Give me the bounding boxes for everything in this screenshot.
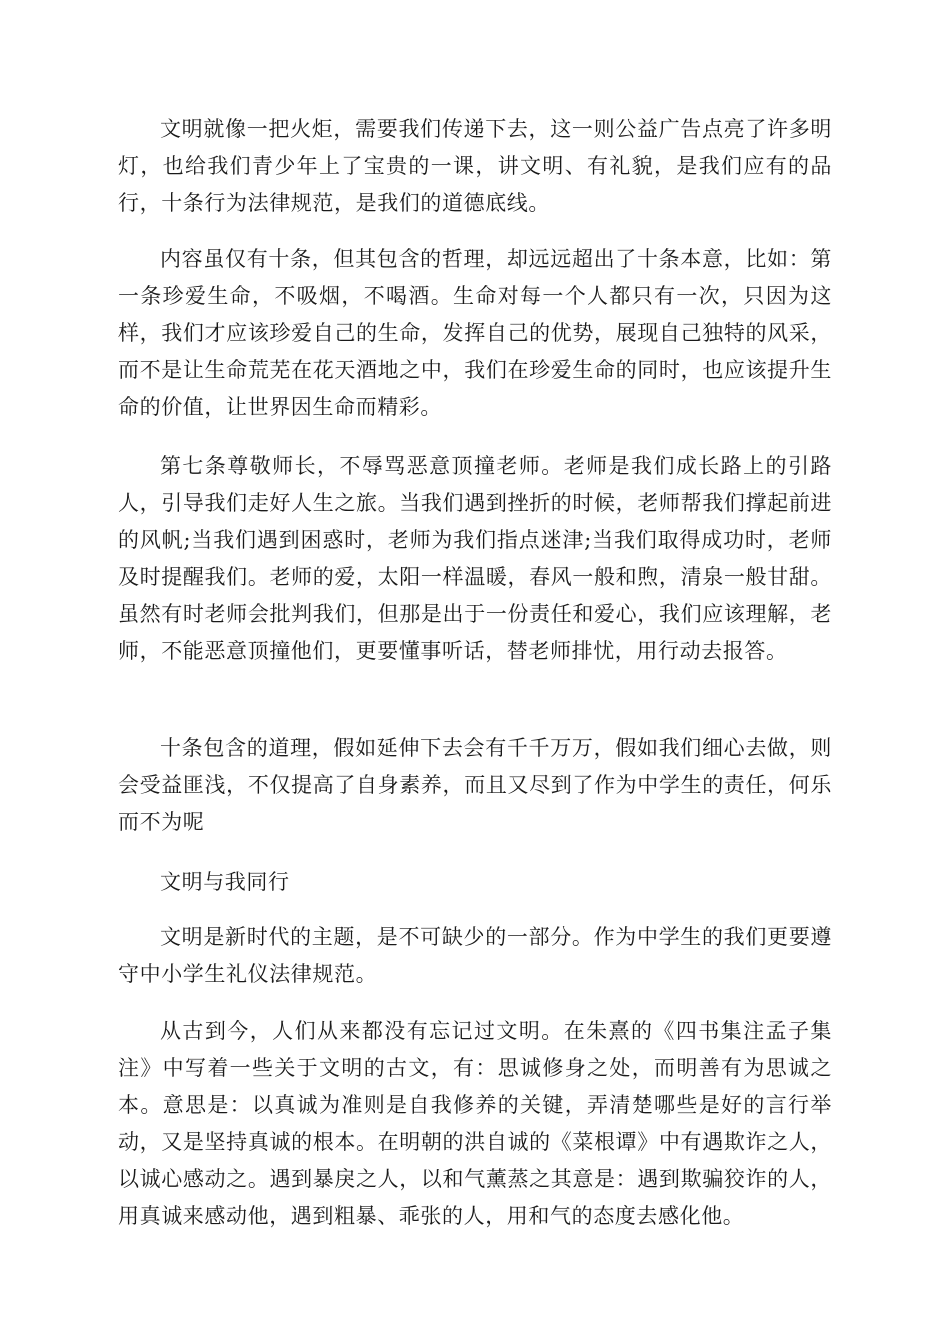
section-heading: 文明与我同行 bbox=[160, 870, 290, 894]
paragraph-cherish-life: 内容虽仅有十条，但其包含的哲理，却远远超出了十条本意，比如：第一条珍爱生命，不吸烟，不喝酒。生命对每一个人都只有一次，只因为这样，我们才应该珍爱自己的生命，发挥自己的优势，展现自己独特的风采，而不是让生命荒芜在花天酒地之中，我们在珍爱生命的同时，也应该提升生命的价值，让世界因生命而精彩。 bbox=[118, 247, 832, 419]
paragraph-ten-rules-reasoning: 十条包含的道理，假如延伸下去会有千千万万，假如我们细心去做，则会受益匪浅，不仅提高了自身素养，而且又尽到了作为中学生的责任，何乐而不为呢 bbox=[118, 736, 832, 834]
paragraph-torch: 文明就像一把火炬，需要我们传递下去，这一则公益广告点亮了许多明灯，也给我们青少年上了宝贵的一课，讲文明、有礼貌，是我们应有的品行，十条行为法律规范，是我们的道德底线。 bbox=[118, 117, 832, 215]
paragraph-respect-teachers: 第七条尊敬师长，不辱骂恶意顶撞老师。老师是我们成长路上的引路人，引导我们走好人生之旅。当我们遇到挫折的时候，老师帮我们撑起前进的风帆;当我们遇到困惑时，老师为我们指点迷津;当我们取得成功时，老师及时提醒我们。老师的爱，太阳一样温暖，春风一般和煦，清泉一般甘甜。虽然有时老师会批判我们，但那是出于一份责任和爱心，我们应该理解，老师，不能恶意顶撞他们，更要懂事听话，替老师排忧，用行动去报答。 bbox=[118, 454, 832, 663]
paragraph-civilization-theme: 文明是新时代的主题，是不可缺少的一部分。作为中学生的我们更要遵守中小学生礼仪法律规范。 bbox=[118, 925, 832, 986]
paragraph-ancient-texts: 从古到今，人们从来都没有忘记过文明。在朱熹的《四书集注孟子集注》中写着一些关于文明的古文，有：思诚修身之处，而明善有为思诚之本。意思是：以真诚为准则是自我修养的关键，弄清楚哪些是好的言行举动，又是坚持真诚的根本。在明朝的洪自诚的《菜根谭》中有遇欺诈之人，以诚心感动之。遇到暴戾之人，以和气薰蒸之其意是：遇到欺骗狡诈的人，用真诚来感动他，遇到粗暴、乖张的人，用和气的态度去感化他。 bbox=[118, 1019, 832, 1228]
